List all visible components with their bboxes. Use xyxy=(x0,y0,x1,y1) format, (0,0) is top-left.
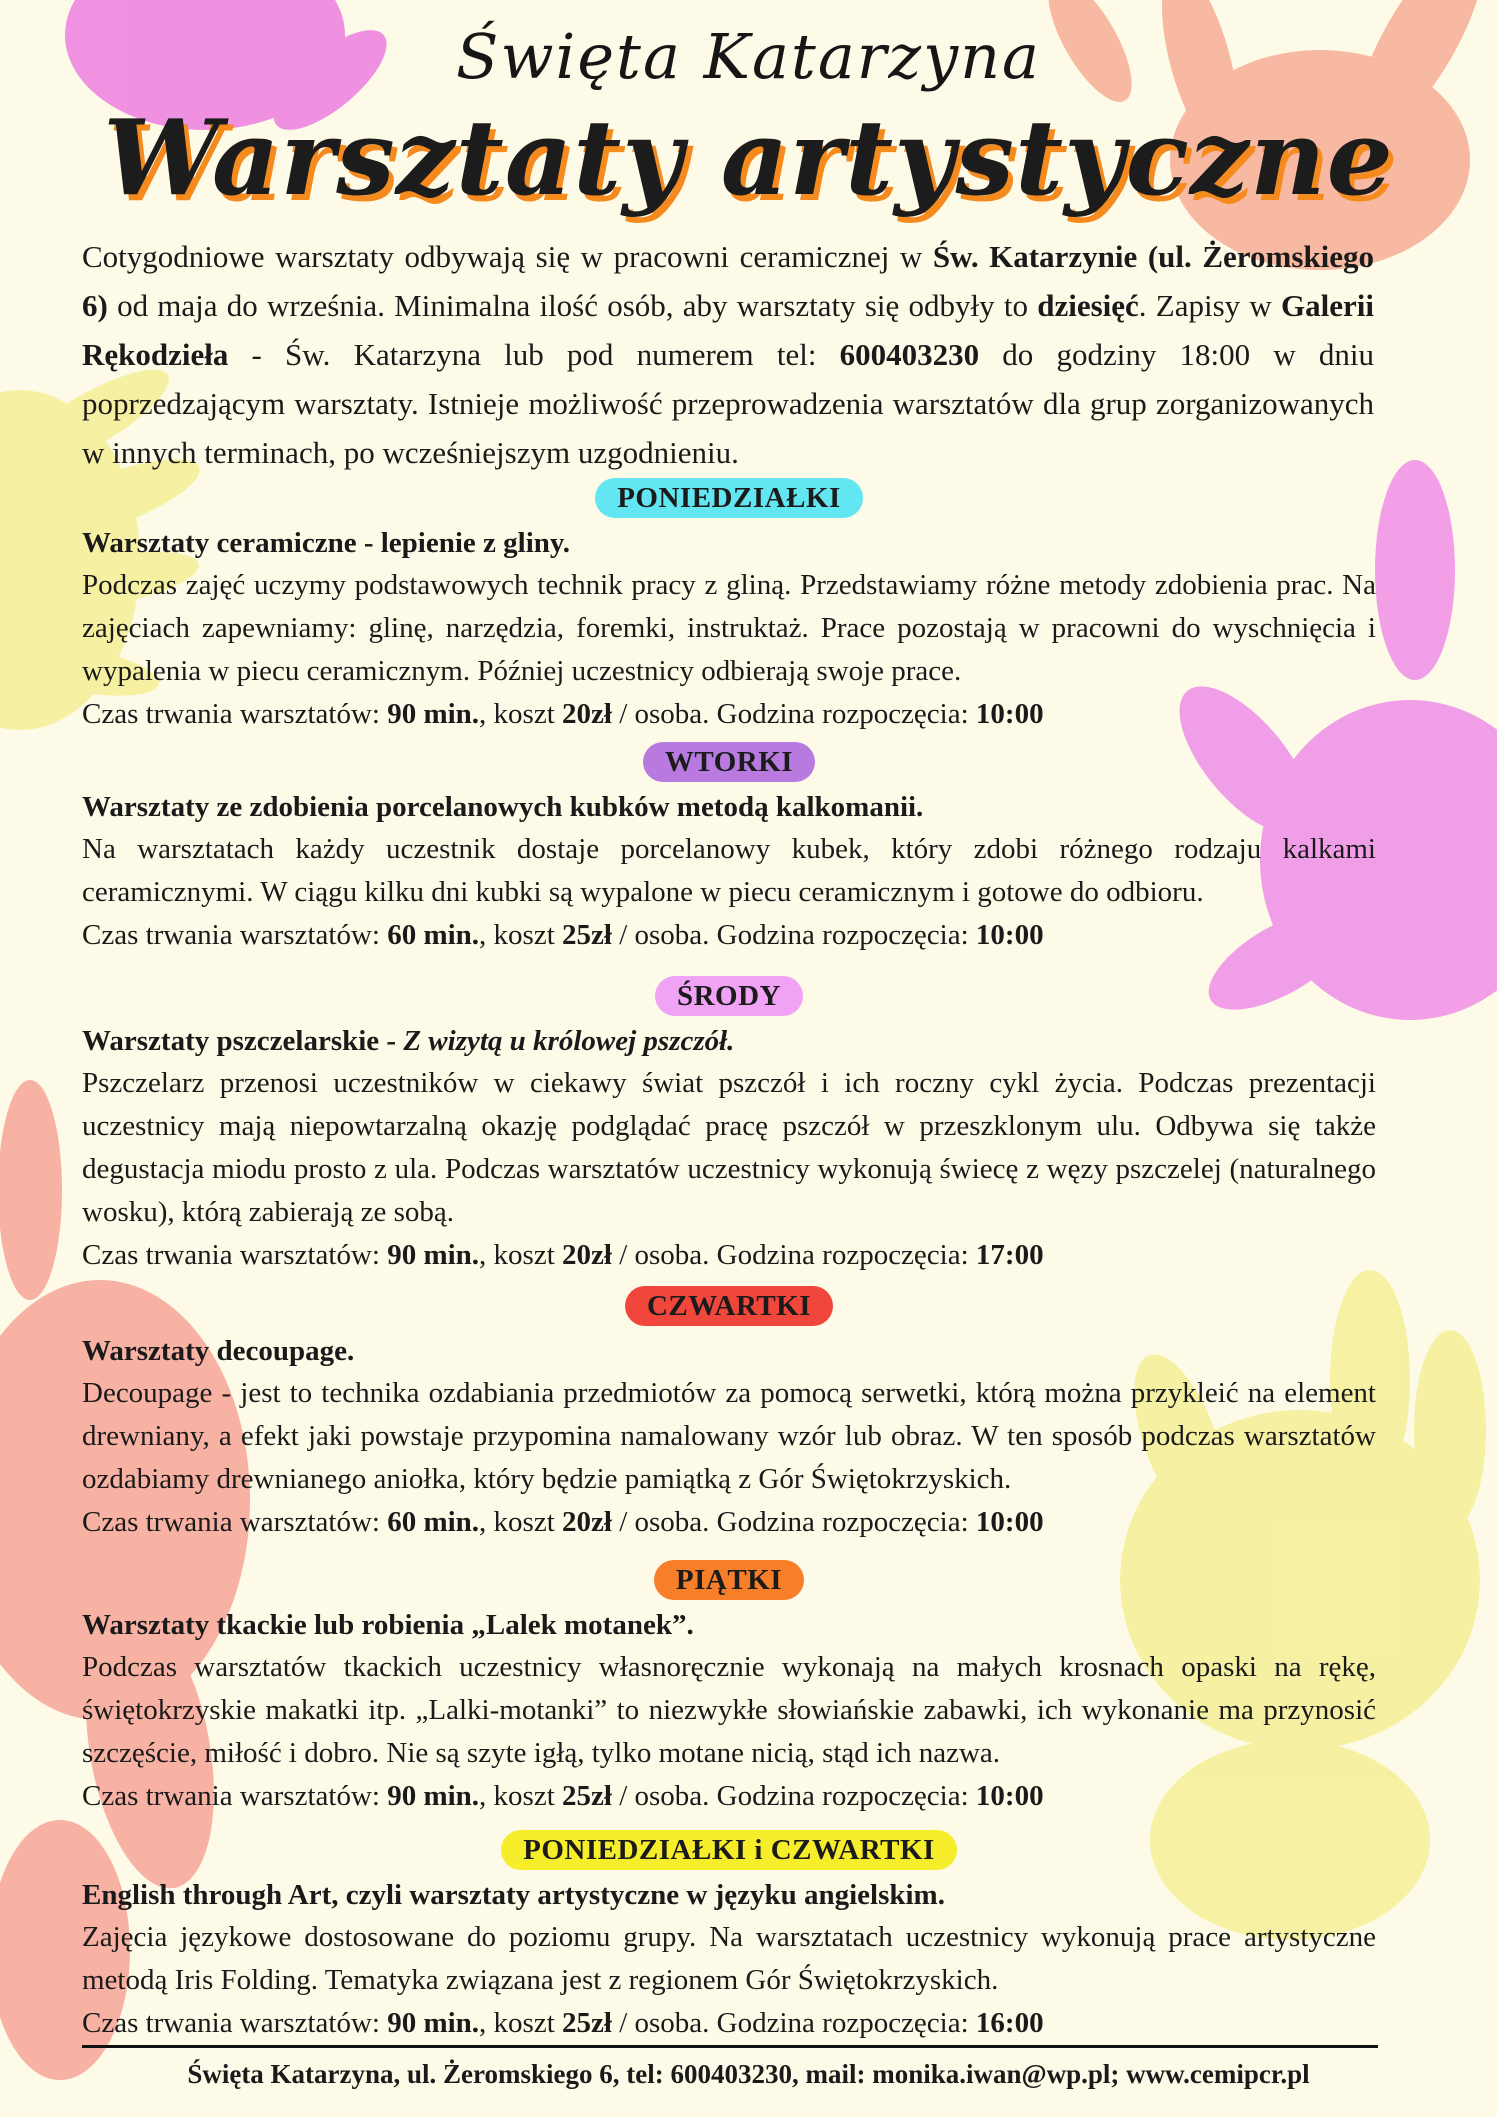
start-value: 10:00 xyxy=(975,1780,1044,1812)
workshop-title: English through Art, czyli warsztaty artystyczne w języku angielskim. xyxy=(82,1879,945,1911)
workshop-title: Warsztaty decoupage. xyxy=(82,1335,355,1367)
duration-value: 60 min. xyxy=(387,919,480,951)
section-tuesdays xyxy=(82,742,1376,957)
workshop-title: Warsztaty ze zdobienia porcelanowych kubków metodą kalkomanii. xyxy=(82,791,924,823)
section-mondays-thursdays xyxy=(82,1830,1376,2045)
intro-text: Cotygodniowe warsztaty odbywają się w pracowni ceramicznej w xyxy=(82,239,933,274)
cost-value: 25zł xyxy=(562,2007,612,2039)
cost-value: 20zł xyxy=(562,698,612,730)
page-title: Warsztaty artystyczne xyxy=(103,96,1394,219)
duration-label: Czas trwania warsztatów: xyxy=(82,698,388,730)
section-mondays xyxy=(82,478,1376,736)
start-label: / osoba. Godzina rozpoczęcia: xyxy=(611,698,976,730)
day-badge: WTORKI xyxy=(643,742,815,782)
start-label: / osoba. Godzina rozpoczęcia: xyxy=(611,919,976,951)
day-badge: PIĄTKI xyxy=(654,1560,804,1600)
workshop-description: Podczas warsztatów tkackich uczestnicy własnoręcznie wykonają na małych krosnach opaski na rękę, świętokrzyskie makatki itp. „Lalki-motanki” to niezwykłe słowiańskie zabawki, ich wykonanie ma przynosić szczęście, miłość i dobro. Nie są szyte igłą, tylko motane nicią, stąd ich nazwa. xyxy=(82,1651,1376,1769)
intro-text: od maja do września. Minimalna ilość osób, aby warsztaty się odbyły to xyxy=(107,288,1038,323)
duration-label: Czas trwania warsztatów: xyxy=(82,1239,388,1271)
duration-label: Czas trwania warsztatów: xyxy=(82,1780,388,1812)
start-label: / osoba. Godzina rozpoczęcia: xyxy=(611,1780,976,1812)
intro-gallery: Galerii Rękodzieła xyxy=(82,288,1374,372)
duration-value: 90 min. xyxy=(387,698,480,730)
section-thursdays xyxy=(82,1286,1376,1544)
workshop-schedule xyxy=(82,2002,1376,2045)
workshop-title-text: Warsztaty pszczelarskie - xyxy=(82,1025,404,1057)
footer-divider xyxy=(82,2045,1378,2048)
workshop-description: Zajęcia językowe dostosowane do poziomu grupy. Na warsztatach uczestnicy wykonują prace artystyczne metodą Iris Folding. Tematyka związana jest z regionem Gór Świętokrzyskich. xyxy=(82,1921,1376,1996)
duration-label: Czas trwania warsztatów: xyxy=(82,1506,388,1538)
workshop-description: Pszczelarz przenosi uczestników w ciekawy świat pszczół i ich roczny cykl życia. Podczas prezentacji uczestnicy mają niepowtarzalną okazję podglądać pracę pszczół w przeszklonym ulu. Odbywa się także degustacja miodu prosto z ula. Podczas warsztatów uczestnicy wykonują świecę z węzy pszczelej (naturalnego wosku), którą zabierają ze sobą. xyxy=(82,1067,1376,1228)
cost-label: , koszt xyxy=(479,1780,563,1812)
duration-value: 90 min. xyxy=(387,1239,480,1271)
start-value: 10:00 xyxy=(975,1506,1044,1538)
intro-address: Św. Katarzynie (ul. Żeromskiego 6) xyxy=(82,239,1374,323)
cost-value: 25zł xyxy=(562,1780,612,1812)
duration-value: 90 min. xyxy=(387,2007,480,2039)
day-badge: PONIEDZIAŁKI i CZWARTKI xyxy=(501,1830,957,1870)
cost-value: 25zł xyxy=(562,919,612,951)
workshop-schedule xyxy=(82,1234,1376,1277)
workshop-description: Decoupage - jest to technika ozdabiania przedmiotów za pomocą serwetki, którą można przykleić na element drewniany, a efekt jaki powstaje przypomina namalowany wzór lub obraz. W ten sposób podczas warsztatów ozdabiamy drewnianego aniołka, który będzie pamiątką z Gór Świętokrzyskich. xyxy=(82,1377,1376,1495)
duration-value: 60 min. xyxy=(387,1506,480,1538)
intro-text: - Św. Katarzyna lub pod numerem tel: xyxy=(228,337,840,372)
start-label: / osoba. Godzina rozpoczęcia: xyxy=(611,1239,976,1271)
start-value: 17:00 xyxy=(975,1239,1044,1271)
workshop-title xyxy=(82,1020,1376,1062)
start-label: / osoba. Godzina rozpoczęcia: xyxy=(611,2007,976,2039)
cost-value: 20zł xyxy=(562,1239,612,1271)
cost-label: , koszt xyxy=(479,698,563,730)
cost-label: , koszt xyxy=(479,1506,563,1538)
duration-label: Czas trwania warsztatów: xyxy=(82,919,388,951)
start-value: 10:00 xyxy=(975,919,1044,951)
subtitle: Święta Katarzyna xyxy=(455,20,1042,93)
workshop-title: Warsztaty tkackie lub robienia „Lalek motanek”. xyxy=(82,1609,694,1641)
workshop-title-italic: Z wizytą u królowej pszczół. xyxy=(403,1025,735,1057)
day-badge: PONIEDZIAŁKI xyxy=(595,478,863,518)
intro-text: do godziny 18:00 w dniu poprzedzającym warsztaty. Istnieje możliwość przeprowadzenia warsztatów dla grup zorganizowanych w innych terminach, po wcześniejszym uzgodnieniu. xyxy=(82,337,1374,470)
intro-phone: 600403230 xyxy=(839,337,980,372)
workshop-description: Podczas zajęć uczymy podstawowych technik pracy z gliną. Przedstawiamy różne metody zdobienia prac. Na zajęciach zapewniamy: glinę, narzędzia, foremki, instruktaż. Prace pozostają w pracowni do wyschnięcia i wypalenia w piecu ceramicznym. Później uczestnicy odbierają swoje prace. xyxy=(82,569,1376,687)
start-label: / osoba. Godzina rozpoczęcia: xyxy=(611,1506,976,1538)
duration-label: Czas trwania warsztatów: xyxy=(82,2007,388,2039)
cost-label: , koszt xyxy=(479,919,563,951)
start-value: 16:00 xyxy=(975,2007,1044,2039)
workshop-schedule xyxy=(82,1775,1376,1818)
section-fridays xyxy=(82,1560,1376,1818)
section-wednesdays xyxy=(82,976,1376,1277)
intro-text: . Zapisy w xyxy=(1138,288,1282,323)
start-value: 10:00 xyxy=(975,698,1044,730)
duration-value: 90 min. xyxy=(387,1780,480,1812)
workshop-description: Na warsztatach każdy uczestnik dostaje porcelanowy kubek, który zdobi różnego rodzaju kalkami ceramicznymi. W ciągu kilku dni kubki są wypalone w piecu ceramicznym i gotowe do odbioru. xyxy=(82,833,1376,908)
workshop-title: Warsztaty ceramiczne - lepienie z gliny. xyxy=(82,527,571,559)
cost-label: , koszt xyxy=(479,2007,563,2039)
footer-contact: Święta Katarzyna, ul. Żeromskiego 6, tel: 600403230, mail: monika.iwan@wp.pl; www.cemipcr.pl xyxy=(187,2059,1310,2089)
intro-paragraph xyxy=(82,232,1374,477)
workshop-schedule xyxy=(82,693,1376,736)
workshop-schedule xyxy=(82,914,1376,957)
workshop-schedule xyxy=(82,1501,1376,1544)
cost-label: , koszt xyxy=(479,1239,563,1271)
intro-min-people: dziesięć xyxy=(1037,288,1139,323)
day-badge: CZWARTKI xyxy=(625,1286,833,1326)
day-badge: ŚRODY xyxy=(655,976,803,1016)
cost-value: 20zł xyxy=(562,1506,612,1538)
